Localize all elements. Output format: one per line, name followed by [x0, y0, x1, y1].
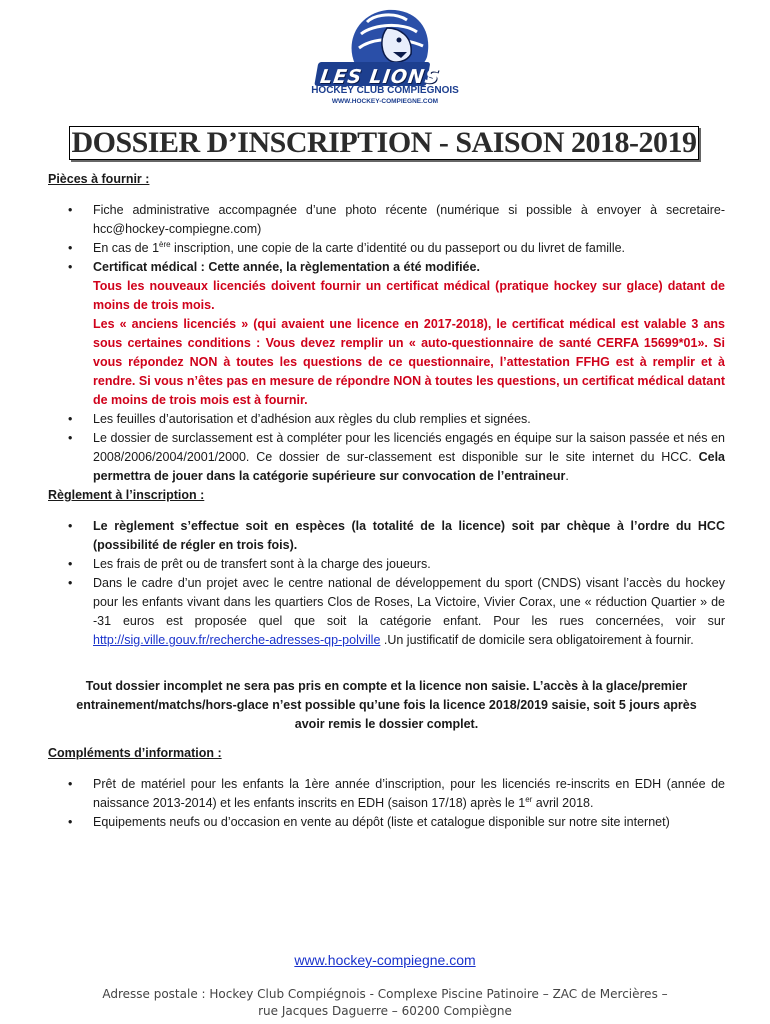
- list-item: [48, 239, 725, 258]
- item-text: En cas de 1: [93, 241, 160, 255]
- item-text: Equipements neufs ou d’occasion en vente au dépôt (liste et catalogue disponible sur notre site internet): [93, 815, 670, 829]
- list-item: [48, 517, 725, 555]
- page-title: DOSSIER D’INSCRIPTION - SAISON 2018-2019: [69, 126, 699, 160]
- list-item: [48, 258, 725, 410]
- list-item: [48, 410, 725, 429]
- logo-title: LES LIONS: [318, 66, 442, 88]
- list-item: [48, 574, 725, 650]
- item-text: avril 2018.: [532, 796, 594, 810]
- superscript: ère: [159, 239, 171, 249]
- complements-heading: Compléments d’information :: [48, 746, 222, 760]
- list-item: [48, 555, 725, 574]
- reglement-list: [48, 517, 725, 650]
- superscript: er: [525, 794, 533, 804]
- item-text-bold: Le règlement s’effectue soit en espèces (la totalité de la licence) soit par chèque à l’ordre du HCC (possibilité de régler en trois fois).: [93, 519, 725, 552]
- address-line-2: rue Jacques Daguerre – 60200 Compiègne: [258, 1004, 512, 1018]
- club-site: WWW.HOCKEY-COMPIEGNE.COM: [331, 98, 439, 105]
- document-body: [48, 170, 725, 832]
- item-text: Le dossier de surclassement est à compléter pour les licenciés engagés en équipe sur la saison passée et nés en 2008/2006/2004/2001/2000. Ce dossier de sur-classement est disponible sur le site internet du HCC.: [93, 431, 725, 464]
- new-members-rule: Tous les nouveaux licenciés doivent fournir un certificat médical (pratique hockey sur glace) datant de moins de trois mois.: [93, 279, 725, 312]
- postal-address: [100, 986, 670, 1020]
- item-text: Les feuilles d’autorisation et d’adhésion aux règles du club remplies et signées.: [93, 412, 531, 426]
- notice-text: Tout dossier incomplet ne sera pas pris en compte et la licence non saisie. L’accès à la glace/premier entrainement/matchs/hors-glace n’est possible qu’une fois la licence 2018/2019 saisie, soit 5 jours après avoir remis le dossier complet.: [76, 679, 697, 731]
- item-text: Les frais de prêt ou de transfert sont à la charge des joueurs.: [93, 557, 431, 571]
- item-text-bold: Cela permettra de jouer dans la catégorie supérieure sur convocation de l’entraineur: [93, 450, 725, 483]
- list-item: [48, 201, 725, 239]
- website-link[interactable]: www.hockey-compiegne.com: [294, 952, 476, 968]
- reglement-heading: Règlement à l’inscription :: [48, 488, 205, 502]
- pieces-heading: Pièces à fournir :: [48, 172, 150, 186]
- cnds-address-link[interactable]: http://sig.ville.gouv.fr/recherche-adresses-qp-polville: [93, 633, 381, 647]
- item-text: .: [565, 469, 569, 483]
- club-name: HOCKEY CLUB COMPIÉGNOIS: [311, 85, 459, 96]
- returning-members-rule: Les « anciens licenciés » (qui avaient une licence en 2017-2018), le certificat médical est valable 3 ans sous certaines conditions : Vous devez remplir un « auto-questionnaire de santé CERFA 15699*01». Si vous répondez NON à toutes les questions de ce questionnaire, l’attestation FFHG est à remplir et à rendre. Si vous n’êtes pas en mesure de répondre NON à toutes les questions, un certificat médical datant de moins de trois mois est à fournir.: [93, 317, 725, 407]
- address-line-1: Adresse postale : Hockey Club Compiégnois - Complexe Piscine Patinoire – ZAC de Mercières –: [102, 987, 668, 1001]
- item-text: Fiche administrative accompagnée d’une photo récente (numérique si possible à envoyer à secretaire-hcc@hockey-compiegne.com): [93, 203, 725, 236]
- item-text: inscription, une copie de la carte d’identité ou du passeport ou du livret de famille.: [170, 241, 626, 255]
- pieces-list: [48, 201, 725, 486]
- item-text: Prêt de matériel pour les enfants la 1ère année d’inscription, pour les licenciés re-inscrits en EDH (année de naissance 2013-2014) et les enfants inscrits en EDH (saison 17/18) après le 1: [93, 777, 725, 810]
- item-text: .Un justificatif de domicile sera obligatoirement à fournir.: [380, 633, 694, 647]
- medical-certificate-heading: Certificat médical : Cette année, la règlementation a été modifiée.: [93, 260, 480, 274]
- item-text: Dans le cadre d’un projet avec le centre national de développement du sport (CNDS) visant l’accès du hockey pour les enfants vivant dans les quartiers Clos de Roses, La Victoire, Vivier Corax, une « réduction Quartier » de -31 euros est proposée quel que soit la catégorie enfant. Pour les rues concernées, voir sur: [93, 576, 725, 628]
- list-item: [48, 775, 725, 813]
- complements-list: [48, 775, 725, 832]
- list-item: [48, 429, 725, 486]
- list-item: [48, 813, 725, 832]
